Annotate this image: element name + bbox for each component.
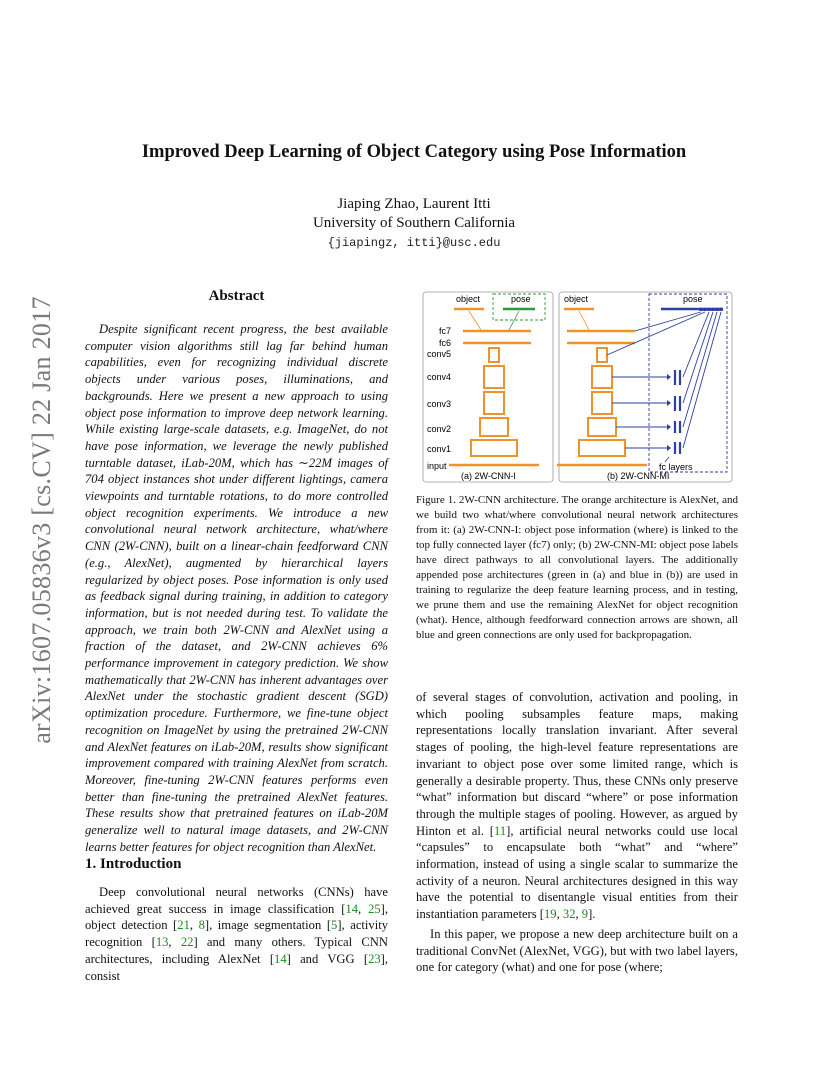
citation-link[interactable]: 32 [562,907,576,922]
arrowhead [667,400,671,406]
label-object-a: object [456,294,481,304]
intro-paragraph: Deep convolutional neural networks (CNNs) have achieved great success in image classification [14, 25], object detection [21, 8], image segmentation [5], activity recognition [13, 22] and many others. Typical CNN architectures, including AlexNet [14] and VGG [23], consist [85,885,389,983]
figure-caption: Figure 1. 2W-CNN architecture. The orange architecture is AlexNet, and we build two what/where convolutional neural network architectures from it: (a) 2W-CNN-I: object pose information (where) is linked to the top fully connected layer (fc7) only; (b) 2W-CNN-MI: object pose labels have direct pathways to all convolutional layers. The additionally appended pose architectures (green in (a) and blue in (b)) are used in training to regularize the deep feature learning process, and in testing, we prune them and use the remaining AlexNet for object recognition (what). Hence, although feedforward connection arrows are shown, all blue and green connections are only used for backpropagation. [416,494,738,641]
layer-conv1-b [579,440,625,456]
label-conv3: conv3 [427,399,452,409]
arxiv-stamp: arXiv:1607.05836v3 [cs.CV] 22 Jan 2017 [27,296,56,744]
citation-link[interactable]: 22 [180,935,194,950]
label-object-b: object [564,294,589,304]
layer-conv4-a [484,366,504,388]
intro-heading: 1. Introduction [85,856,182,872]
label-pose-b: pose [683,294,703,304]
layer-conv2-a [480,418,508,436]
layer-conv4-b [592,366,612,388]
fc7-to-pose-a [509,311,519,330]
fc7-to-object-a [469,311,481,330]
citation-link[interactable]: 21 [177,918,190,933]
label-conv4: conv4 [427,372,452,382]
figure-architecture-diagram [421,290,735,486]
citation-link[interactable]: 14 [274,951,287,966]
caption-b: (b) 2W-CNN-MI [607,471,670,481]
paper-affiliation: University of Southern California [312,215,516,231]
label-conv5: conv5 [427,349,452,359]
citation-link[interactable]: 8 [198,918,205,933]
layer-conv1-a [471,440,517,456]
label-fc-layers: fc layers [659,462,693,472]
citation-link[interactable]: 9 [581,907,589,922]
paper-authors: Jiaping Zhao, Laurent Itti [337,196,491,212]
layer-conv3-a [484,392,504,414]
label-fc6: fc6 [439,338,452,348]
caption-a: (a) 2W-CNN-I [461,471,516,481]
layer-conv3-b [592,392,612,414]
citation-link[interactable]: 14 [345,901,358,916]
label-input: input [427,461,447,471]
paper-title: Improved Deep Learning of Object Category using Pose Information [141,142,687,162]
pathway-up-2 [683,312,717,427]
pose-box-b [649,294,727,472]
arrowhead [667,424,671,430]
abstract-text: Despite significant recent progress, the best available computer vision algorithms still lag far behind human capabilities, even for recognizing individual discrete objects under various poses, illuminations, and backgrounds. Here we present a new approach to using object pose information to improve deep network learning. While existing large-scale datasets, e.g. ImageNet, do not have pose information, we leverage the newly published turntable dataset, iLab-20M, which has ∼22M images of 704 object instances shot under different lightings, camera viewpoints and turntable rotations, to do more controlled object recognition experiments. We introduce a new convolutional neural network architecture, what/where CNN (2W-CNN), built on a linear-chain feedforward CNN (e.g., AlexNet), augmented by hierarchical layers regularized by object poses. Pose information is only used as feedback signal during training, in addition to category information, but is not needed during test. To validate the approach, we train both 2W-CNN and AlexNet using a fraction of the dataset, and 2W-CNN achieves 6% performance improvement in category prediction. We show mathematically that 2W-CNN has inherent advantages over AlexNet under the stochastic gradient descent (SGD) optimization procedure. Furthermore, we fine-tune object recognition on ImageNet by using the pretrained 2W-CNN and AlexNet features on iLab-20M, results show significant improvement compared with training AlexNet from scratch. Moreover, fine-tuning 2W-CNN features performs even better than fine-tuning the pretrained AlexNet features. These results show that pretrained features on iLab-20M generalize well to natural image datasets, and 2W-CNN learns better features for object recognition than AlexNet. [85,322,388,854]
label-conv2: conv2 [427,424,452,434]
body-paragraph: of several stages of convolution, activation and pooling, in which pooling subsamples feature maps, making representations locally translation invariant. After several stages of pooling, the high-level feature representations are invariant to object pose over some limited range, which is generally a desirable property. Thus, these CNNs only preserve “what” information but discard “where” or pose information through the multiple stages of pooling. However, as argued by Hinton et al. [11], artificial neural networks could use local “capsules” to encapsulate both “what” and “where” information, instead of using a single scalar to summarize the activity of a neuron. Neural architectures designed in this way have the potential to disentangle visual entities from their instantiation parameters [19, 32, 9]. [416,690,738,922]
label-fc7: fc7 [439,326,452,336]
pathway-conv5 [607,312,705,355]
citation-link[interactable]: 13 [155,935,169,950]
label-conv1: conv1 [427,444,452,454]
abstract-heading: Abstract [208,288,265,304]
label-pose-a: pose [511,294,531,304]
fc7-to-object-b [579,311,589,330]
layer-conv5-a [489,348,499,362]
body-paragraph: In this paper, we propose a new deep architecture built on a traditional ConvNet (AlexNet, VGG), but with two label layers, one for category (what) and one for pose (where; [416,926,738,975]
citation-link[interactable]: 5 [331,918,338,933]
citation-link[interactable]: 19 [544,907,557,922]
right-column-body [416,689,738,976]
arrowhead [667,445,671,451]
layer-conv2-b [588,418,616,436]
arrowhead [667,374,671,380]
citation-link[interactable]: 25 [368,901,381,916]
citation-link[interactable]: 11 [494,823,507,838]
paper-email: {jiapingz, itti}@usc.edu [327,236,501,250]
layer-conv5-b [597,348,607,362]
citation-link[interactable]: 23 [368,951,381,966]
pathway-up-1 [683,312,721,448]
